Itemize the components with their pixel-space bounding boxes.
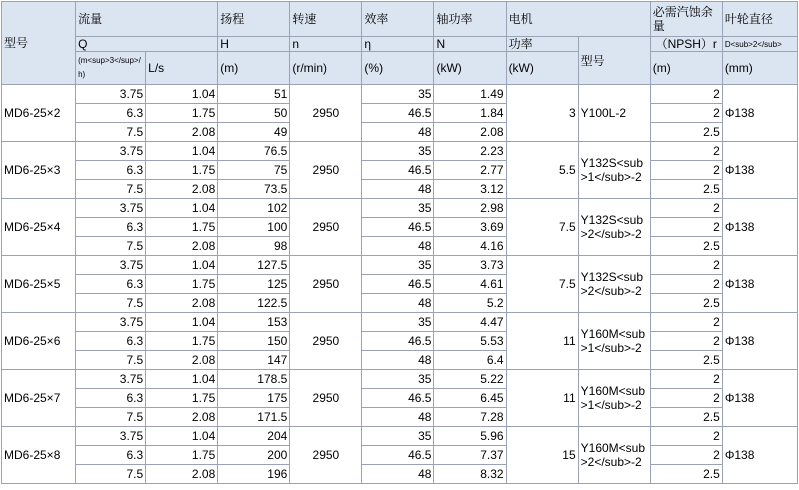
flow-m3h-cell: 7.5 (76, 294, 146, 313)
head-cell: 73.5 (218, 180, 290, 199)
flow-m3h-cell: 3.75 (76, 85, 146, 104)
shaft-power-cell: 5.2 (434, 294, 506, 313)
shaft-power-cell: 4.16 (434, 237, 506, 256)
speed-cell: 2950 (290, 427, 362, 484)
flow-ls-cell: 1.04 (146, 313, 218, 332)
table-row (2, 161, 798, 180)
flow-ls-cell: 1.75 (146, 104, 218, 123)
flow-ls-cell: 2.08 (146, 180, 218, 199)
head-symbol: H (218, 37, 290, 52)
table-row (2, 85, 798, 104)
table-row (2, 294, 798, 313)
model-cell: MD6-25×4 (2, 199, 76, 256)
npsh-cell: 2.5 (650, 351, 722, 370)
shaft-power-cell: 7.28 (434, 408, 506, 427)
impeller-cell: Φ138 (722, 313, 797, 370)
flow-m3h-cell: 3.75 (76, 427, 146, 446)
col-efficiency-header: 效率 (362, 2, 434, 37)
efficiency-cell: 46.5 (362, 218, 434, 237)
efficiency-cell: 35 (362, 85, 434, 104)
table-row (2, 332, 798, 351)
npsh-cell: 2 (650, 313, 722, 332)
shaft-power-cell: 8.32 (434, 465, 506, 484)
shaft-power-cell: 7.37 (434, 446, 506, 465)
npsh-cell: 2 (650, 427, 722, 446)
motor-model-cell: Y132S<sub>2</sub>-2 (578, 199, 650, 256)
impeller-symbol: D<sub>2</sub> (722, 37, 797, 52)
head-cell: 51 (218, 85, 290, 104)
speed-symbol: n (290, 37, 362, 52)
flow-m3h-cell: 3.75 (76, 142, 146, 161)
motor-model-header: 型号 (578, 37, 650, 85)
shaft-power-cell: 5.96 (434, 427, 506, 446)
table-row (2, 408, 798, 427)
flow-m3h-cell: 6.3 (76, 275, 146, 294)
impeller-cell: Φ138 (722, 142, 797, 199)
efficiency-cell: 48 (362, 294, 434, 313)
npsh-cell: 2 (650, 332, 722, 351)
shaft-power-cell: 5.53 (434, 332, 506, 351)
impeller-cell: Φ138 (722, 427, 797, 484)
table-row (2, 199, 798, 218)
head-cell: 50 (218, 104, 290, 123)
col-motor-header: 电机 (506, 2, 650, 37)
flow-m3h-cell: 7.5 (76, 123, 146, 142)
npsh-cell: 2.5 (650, 294, 722, 313)
shaft-power-cell: 1.49 (434, 85, 506, 104)
col-speed-header: 转速 (290, 2, 362, 37)
speed-cell: 2950 (290, 256, 362, 313)
model-cell: MD6-25×5 (2, 256, 76, 313)
flow-m3h-cell: 6.3 (76, 389, 146, 408)
head-cell: 127.5 (218, 256, 290, 275)
npsh-cell: 2 (650, 161, 722, 180)
flow-m3h-cell: 3.75 (76, 256, 146, 275)
motor-power-cell: 5.5 (506, 142, 578, 199)
table-row (2, 446, 798, 465)
head-cell: 200 (218, 446, 290, 465)
pump-spec-table (1, 1, 798, 484)
model-cell: MD6-25×7 (2, 370, 76, 427)
flow-ls-cell: 1.75 (146, 218, 218, 237)
head-cell: 171.5 (218, 408, 290, 427)
shaft-power-cell: 6.4 (434, 351, 506, 370)
flow-ls-cell: 1.04 (146, 370, 218, 389)
unit-motor-power: (kW) (506, 52, 578, 85)
table-row (2, 370, 798, 389)
motor-power-cell: 11 (506, 370, 578, 427)
flow-m3h-cell: 6.3 (76, 161, 146, 180)
unit-impeller: (mm) (722, 52, 797, 85)
col-head-header: 扬程 (218, 2, 290, 37)
motor-model-cell: Y160M<sub>1</sub>-2 (578, 313, 650, 370)
efficiency-cell: 48 (362, 237, 434, 256)
impeller-cell: Φ138 (722, 370, 797, 427)
npsh-cell: 2 (650, 256, 722, 275)
efficiency-cell: 48 (362, 180, 434, 199)
flow-ls-cell: 1.04 (146, 256, 218, 275)
npsh-cell: 2 (650, 85, 722, 104)
flow-ls-cell: 2.08 (146, 408, 218, 427)
col-impeller-header: 叶轮直径 (722, 2, 797, 37)
head-cell: 147 (218, 351, 290, 370)
shaft-power-cell: 3.69 (434, 218, 506, 237)
shaft-power-cell: 2.23 (434, 142, 506, 161)
npsh-cell: 2 (650, 199, 722, 218)
motor-model-cell: Y160M<sub>2</sub>-2 (578, 427, 650, 484)
flow-ls-cell: 1.04 (146, 427, 218, 446)
npsh-cell: 2.5 (650, 408, 722, 427)
flow-ls-cell: 1.75 (146, 389, 218, 408)
shaft-power-cell: 6.45 (434, 389, 506, 408)
header-row-2 (2, 37, 798, 52)
flow-m3h-cell: 6.3 (76, 332, 146, 351)
npsh-cell: 2 (650, 142, 722, 161)
unit-speed: (r/min) (290, 52, 362, 85)
table-row (2, 180, 798, 199)
table-row (2, 256, 798, 275)
efficiency-cell: 35 (362, 313, 434, 332)
motor-model-cell: Y100L-2 (578, 85, 650, 142)
flow-ls-cell: 1.75 (146, 446, 218, 465)
npsh-cell: 2 (650, 218, 722, 237)
table-body (2, 85, 798, 484)
flow-m3h-cell: 6.3 (76, 104, 146, 123)
efficiency-cell: 48 (362, 408, 434, 427)
shaft-power-cell: 4.47 (434, 313, 506, 332)
efficiency-cell: 48 (362, 465, 434, 484)
efficiency-symbol: η (362, 37, 434, 52)
flow-m3h-cell: 7.5 (76, 237, 146, 256)
impeller-cell: Φ138 (722, 256, 797, 313)
efficiency-cell: 35 (362, 256, 434, 275)
shaft-power-symbol: N (434, 37, 506, 52)
head-cell: 76.5 (218, 142, 290, 161)
head-cell: 153 (218, 313, 290, 332)
table-row (2, 237, 798, 256)
table-row (2, 275, 798, 294)
npsh-cell: 2 (650, 389, 722, 408)
speed-cell: 2950 (290, 85, 362, 142)
npsh-cell: 2 (650, 104, 722, 123)
shaft-power-cell: 2.98 (434, 199, 506, 218)
flow-m3h-cell: 7.5 (76, 351, 146, 370)
table-row (2, 104, 798, 123)
table-row (2, 142, 798, 161)
flow-ls-cell: 2.08 (146, 123, 218, 142)
flow-m3h-cell: 7.5 (76, 408, 146, 427)
model-cell: MD6-25×8 (2, 427, 76, 484)
table-row (2, 427, 798, 446)
unit-head: (m) (218, 52, 290, 85)
flow-ls-cell: 1.04 (146, 142, 218, 161)
flow-m3h-cell: 3.75 (76, 313, 146, 332)
flow-m3h-cell: 7.5 (76, 465, 146, 484)
table-row (2, 389, 798, 408)
shaft-power-cell: 3.12 (434, 180, 506, 199)
efficiency-cell: 48 (362, 123, 434, 142)
unit-efficiency: (%) (362, 52, 434, 85)
table-row (2, 218, 798, 237)
efficiency-cell: 35 (362, 427, 434, 446)
col-shaft-power-header: 轴功率 (434, 2, 506, 37)
flow-ls-cell: 1.75 (146, 275, 218, 294)
head-cell: 122.5 (218, 294, 290, 313)
npsh-cell: 2.5 (650, 180, 722, 199)
unit-npsh: (m) (650, 52, 722, 85)
npsh-cell: 2 (650, 275, 722, 294)
flow-m3h-cell: 6.3 (76, 218, 146, 237)
motor-model-cell: Y132S<sub>2</sub>-2 (578, 256, 650, 313)
head-cell: 49 (218, 123, 290, 142)
flow-ls-cell: 2.08 (146, 237, 218, 256)
flow-m3h-cell: 3.75 (76, 370, 146, 389)
head-cell: 125 (218, 275, 290, 294)
model-cell: MD6-25×2 (2, 85, 76, 142)
npsh-cell: 2 (650, 370, 722, 389)
motor-power-cell: 11 (506, 313, 578, 370)
header-row-3 (2, 52, 798, 85)
speed-cell: 2950 (290, 199, 362, 256)
model-cell: MD6-25×6 (2, 313, 76, 370)
efficiency-cell: 46.5 (362, 389, 434, 408)
motor-power-cell: 7.5 (506, 256, 578, 313)
speed-cell: 2950 (290, 313, 362, 370)
col-model-header: 型号 (2, 2, 76, 85)
efficiency-cell: 35 (362, 199, 434, 218)
flow-ls-cell: 1.75 (146, 161, 218, 180)
impeller-cell: Φ138 (722, 199, 797, 256)
head-cell: 196 (218, 465, 290, 484)
efficiency-cell: 46.5 (362, 161, 434, 180)
efficiency-cell: 35 (362, 142, 434, 161)
header-row-1 (2, 2, 798, 37)
table-row (2, 313, 798, 332)
head-cell: 204 (218, 427, 290, 446)
head-cell: 98 (218, 237, 290, 256)
shaft-power-cell: 2.08 (434, 123, 506, 142)
efficiency-cell: 48 (362, 351, 434, 370)
table-row (2, 465, 798, 484)
efficiency-cell: 46.5 (362, 446, 434, 465)
flow-m3h-cell: 6.3 (76, 446, 146, 465)
npsh-symbol: （NPSH）r (650, 37, 722, 52)
head-cell: 175 (218, 389, 290, 408)
speed-cell: 2950 (290, 370, 362, 427)
shaft-power-cell: 4.61 (434, 275, 506, 294)
motor-model-cell: Y160M<sub>1</sub>-2 (578, 370, 650, 427)
flow-ls-cell: 1.04 (146, 85, 218, 104)
head-cell: 102 (218, 199, 290, 218)
npsh-cell: 2.5 (650, 465, 722, 484)
head-cell: 178.5 (218, 370, 290, 389)
table-row (2, 351, 798, 370)
motor-power-cell: 7.5 (506, 199, 578, 256)
flow-m3h-cell: 7.5 (76, 180, 146, 199)
shaft-power-cell: 3.73 (434, 256, 506, 275)
motor-power-header: 功率 (506, 37, 578, 52)
efficiency-cell: 35 (362, 370, 434, 389)
col-flow-header: 流量 (76, 2, 218, 37)
shaft-power-cell: 1.84 (434, 104, 506, 123)
flow-ls-cell: 2.08 (146, 351, 218, 370)
motor-model-cell: Y132S<sub>1</sub>-2 (578, 142, 650, 199)
efficiency-cell: 46.5 (362, 332, 434, 351)
shaft-power-cell: 5.22 (434, 370, 506, 389)
npsh-cell: 2.5 (650, 237, 722, 256)
efficiency-cell: 46.5 (362, 104, 434, 123)
unit-shaft-power: (kW) (434, 52, 506, 85)
head-cell: 150 (218, 332, 290, 351)
head-cell: 75 (218, 161, 290, 180)
unit-flow-ls: L/s (146, 52, 218, 85)
motor-power-cell: 3 (506, 85, 578, 142)
impeller-cell: Φ138 (722, 85, 797, 142)
shaft-power-cell: 2.77 (434, 161, 506, 180)
efficiency-cell: 46.5 (362, 275, 434, 294)
head-cell: 100 (218, 218, 290, 237)
flow-symbol: Q (76, 37, 218, 52)
flow-ls-cell: 2.08 (146, 465, 218, 484)
speed-cell: 2950 (290, 142, 362, 199)
npsh-cell: 2.5 (650, 123, 722, 142)
col-npsh-header: 必需汽蚀余量 (650, 2, 722, 37)
flow-m3h-cell: 3.75 (76, 199, 146, 218)
flow-ls-cell: 1.75 (146, 332, 218, 351)
flow-ls-cell: 2.08 (146, 294, 218, 313)
flow-ls-cell: 1.04 (146, 199, 218, 218)
unit-flow-m3h: (m<sup>3</sup>/h) (76, 52, 146, 85)
table-row (2, 123, 798, 142)
model-cell: MD6-25×3 (2, 142, 76, 199)
npsh-cell: 2 (650, 446, 722, 465)
motor-power-cell: 15 (506, 427, 578, 484)
